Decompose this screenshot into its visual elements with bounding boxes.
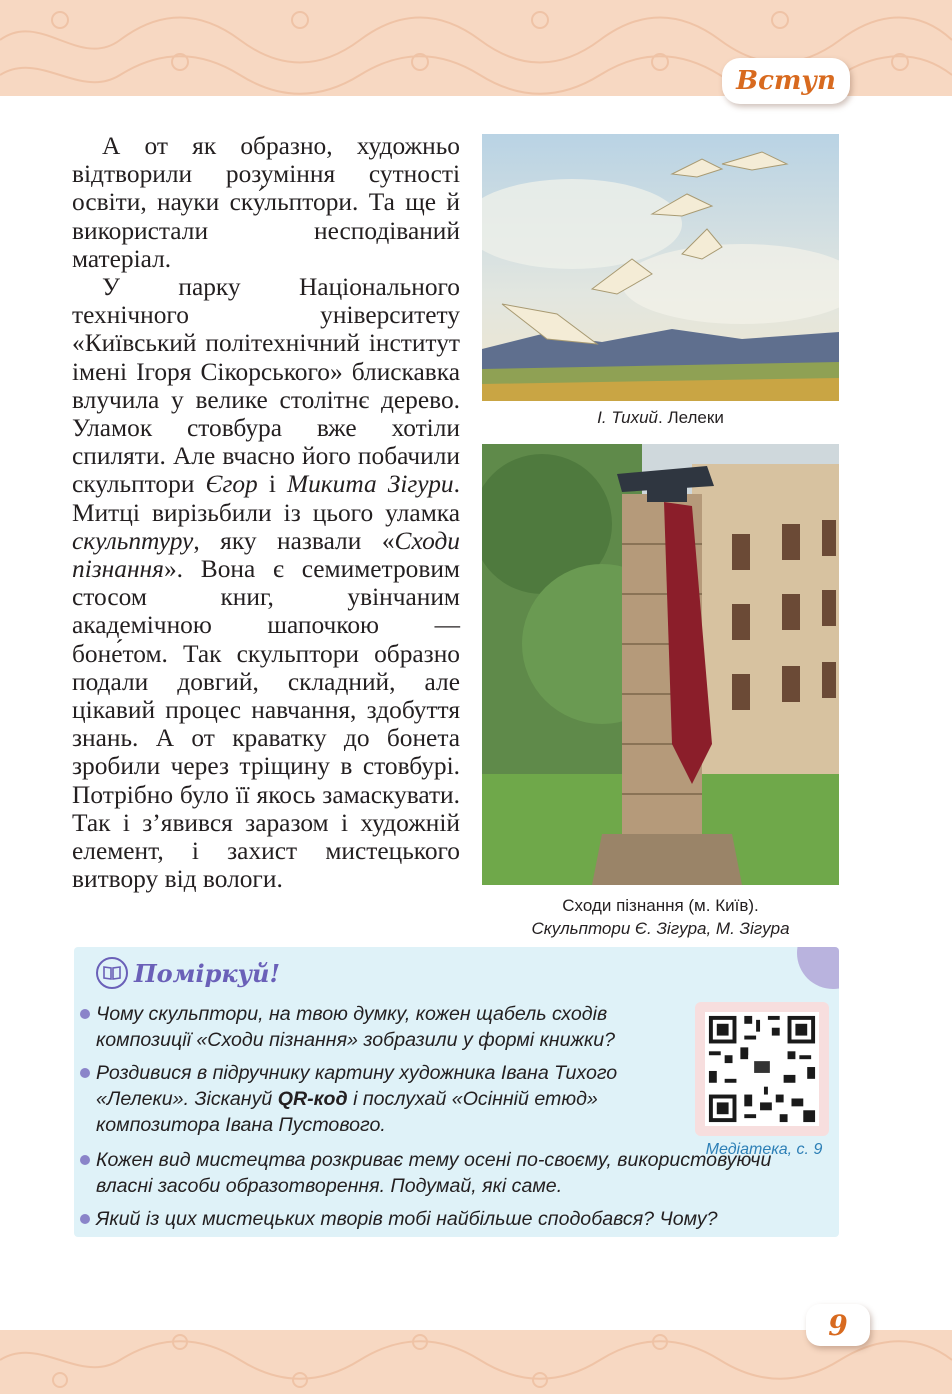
qr-code[interactable] (695, 1002, 829, 1136)
question-3: Кожен вид мистецтва розкриває тему осені по-своєму, використовуючи власні засоби образотворення. Подумай, які саме. (86, 1147, 786, 1199)
question-1: Чому скульптори, на твою думку, кожен щабель сходів композиції «Сходи пізнання» зобразили у формі книжки? (86, 1001, 676, 1053)
paragraph-1: А от як образно, художньо відтворили розуміння сутності освіти, науки ску́льптори. Та ще й використали несподіваний матеріал. (72, 132, 460, 273)
photo-sculpture (482, 444, 839, 885)
caption-sculpture-title: Сходи пізнання (м. Київ). (562, 896, 759, 915)
corner-decoration (797, 947, 839, 989)
bullet-icon (80, 1009, 90, 1019)
caption-sculpture-authors: Скульптори Є. Зігура, М. Зігура (531, 919, 790, 938)
main-text (72, 132, 460, 893)
bullet-icon (80, 1068, 90, 1078)
book-icon (96, 957, 128, 989)
think-heading: Поміркуй! (96, 957, 280, 989)
question-4: Який із цих мистецьких творів тобі найбільше сподобався? Чому? (86, 1206, 786, 1232)
bullet-icon (80, 1214, 90, 1224)
page-number: 9 (806, 1304, 870, 1346)
caption-painting: І. Тихий. Лелеки (597, 408, 724, 427)
caption-sculpture (482, 894, 839, 940)
section-tab: Вступ (722, 58, 850, 104)
painting-storks (482, 134, 839, 401)
paragraph-2: У парку Національного технічного університету «Київський політехнічний інститут імені Ігоря Сікорського» блискавка влучила у велике столітнє дерево. Уламок стовбура вже хотіли спиляти. Але вчасно його побачили скульптори Єгор і Микита Зігури. Митці вирізьбили із цього уламка скульптуру, яку назвали «Сходи пізнання». Вона є семиметровим стосом книг, увінчаним академічною шапочкою — боне́том. Так скульптори образно подали довгий, складний, але цікавий процес навчання, здобуття знань. А от краватку до бонета зробили через тріщину в стовбурі. Потрібно було її якось замаскувати. Так і з’явився заразом і художній елемент, і захист мистецького витвору від вологи. (72, 273, 460, 894)
think-box (74, 947, 839, 1237)
qr-caption[interactable]: Медіатека, с. 9 (705, 1141, 823, 1158)
bullet-icon (80, 1155, 90, 1165)
qr-code-icon (705, 1012, 819, 1126)
question-2: Роздивися в підручнику картину художника Івана Тихого «Лелеки». Зіскануй QR-код і послухай «Осінній етюд» композитора Івана Пустового. (86, 1060, 676, 1138)
